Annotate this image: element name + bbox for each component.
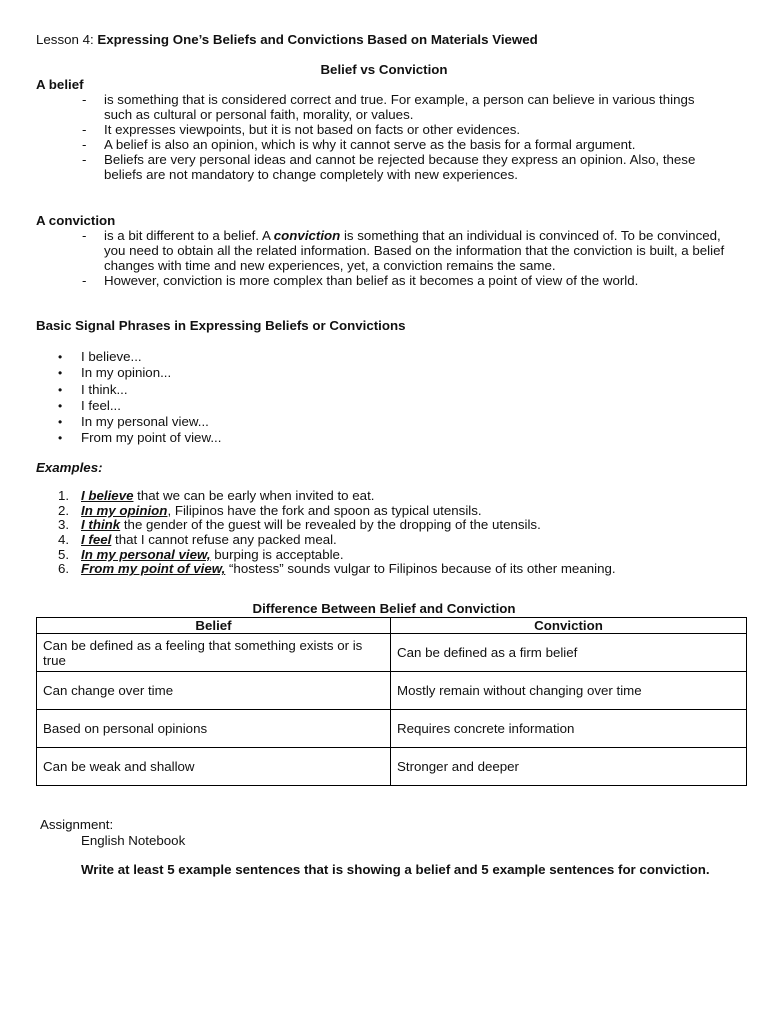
column-header-conviction: Conviction xyxy=(391,618,747,634)
list-item xyxy=(56,562,616,577)
signal-phrase: In my opinion xyxy=(81,502,168,518)
lesson-title-text: Expressing One’s Beliefs and Convictions Based on Materials Viewed xyxy=(97,32,538,47)
conviction-text-a: is a bit different to a belief. A xyxy=(104,228,274,243)
list-item xyxy=(56,548,616,563)
signal-phrases-list xyxy=(56,349,221,447)
example-text: the gender of the guest will be revealed by the dropping of the utensils. xyxy=(120,517,541,533)
item-number: 6. xyxy=(58,561,70,577)
section-title: Belief vs Conviction xyxy=(320,62,448,77)
list-item: • I think... xyxy=(56,382,221,398)
list-item: - A belief is also an opinion, which is why it cannot serve as the basis for a formal argument. xyxy=(82,137,722,152)
list-item xyxy=(56,518,616,533)
example-text: burping is acceptable. xyxy=(210,546,344,562)
list-item: • In my opinion... xyxy=(56,365,221,381)
table-cell: Can be defined as a feeling that something exists or is true xyxy=(37,634,391,672)
column-header-belief: Belief xyxy=(37,618,391,634)
table-cell: Can change over time xyxy=(37,672,391,710)
assignment-label: Assignment: xyxy=(40,817,114,832)
list-item: - is something that is considered correct and true. For example, a person can believe in various things such as cultural or personal faith, morality, or values. xyxy=(82,92,722,122)
list-item: - However, conviction is more complex than belief as it becomes a point of view of the world. xyxy=(82,273,730,288)
table-cell: Can be weak and shallow xyxy=(37,748,391,786)
table-header-row xyxy=(37,618,747,634)
conviction-term: conviction xyxy=(273,228,341,243)
signal-phrase: I feel xyxy=(81,532,112,548)
belief-heading: A belief xyxy=(36,77,84,92)
table-row xyxy=(37,710,747,748)
assignment-task: Write at least 5 example sentences that is showing a belief and 5 example sentences for conviction. xyxy=(81,862,710,877)
table-row xyxy=(37,634,747,672)
signal-phrase: I think xyxy=(81,517,121,533)
example-text: that we can be early when invited to eat. xyxy=(133,488,375,503)
item-number: 3. xyxy=(58,517,70,533)
list-item: • From my point of view... xyxy=(56,430,221,446)
table-title: Difference Between Belief and Conviction xyxy=(252,601,516,616)
examples-heading: Examples: xyxy=(36,460,103,475)
item-number: 5. xyxy=(58,546,70,562)
table-row xyxy=(37,748,747,786)
conviction-text-b: is something that an individual is convinced of. To be convinced, you need to obtain all the related information. Based on the information that the conviction is built, a belief changes with time and new experiences, yet, a conviction remains the same. xyxy=(104,228,725,273)
signal-phrases-heading: Basic Signal Phrases in Expressing Beliefs or Convictions xyxy=(36,318,406,333)
list-item xyxy=(56,504,616,519)
assignment-notebook: English Notebook xyxy=(81,833,186,848)
list-item xyxy=(56,489,616,504)
signal-phrase: From my point of view, xyxy=(81,561,226,577)
difference-table xyxy=(36,617,747,786)
table-row xyxy=(37,672,747,710)
list-item: • I believe... xyxy=(56,349,221,365)
table-cell: Mostly remain without changing over time xyxy=(391,672,747,710)
list-item: • In my personal view... xyxy=(56,414,221,430)
item-number: 4. xyxy=(58,532,70,548)
lesson-title xyxy=(36,32,538,47)
conviction-list xyxy=(82,228,730,288)
belief-list xyxy=(82,92,722,182)
list-item xyxy=(56,533,616,548)
item-number: 2. xyxy=(58,502,70,518)
examples-list xyxy=(56,489,616,577)
signal-phrase: I believe xyxy=(81,488,134,503)
item-number: 1. xyxy=(58,488,70,503)
table-cell: Requires concrete information xyxy=(391,710,747,748)
signal-phrase: In my personal view, xyxy=(81,546,211,562)
example-text: “hostess” sounds vulgar to Filipinos because of its other meaning. xyxy=(225,561,616,577)
list-item: • I feel... xyxy=(56,398,221,414)
example-text: that I cannot refuse any packed meal. xyxy=(111,532,337,548)
list-item: - It expresses viewpoints, but it is not based on facts or other evidences. xyxy=(82,122,722,137)
table-cell: Based on personal opinions xyxy=(37,710,391,748)
example-text: , Filipinos have the fork and spoon as typical utensils. xyxy=(167,502,482,518)
conviction-heading: A conviction xyxy=(36,213,116,228)
table-cell: Stronger and deeper xyxy=(391,748,747,786)
list-item xyxy=(82,228,730,273)
list-item: - Beliefs are very personal ideas and cannot be rejected because they express an opinion. Also, these beliefs are not mandatory to change completely with new experiences. xyxy=(82,152,722,182)
table-cell: Can be defined as a firm belief xyxy=(391,634,747,672)
lesson-prefix: Lesson 4: xyxy=(36,32,98,47)
